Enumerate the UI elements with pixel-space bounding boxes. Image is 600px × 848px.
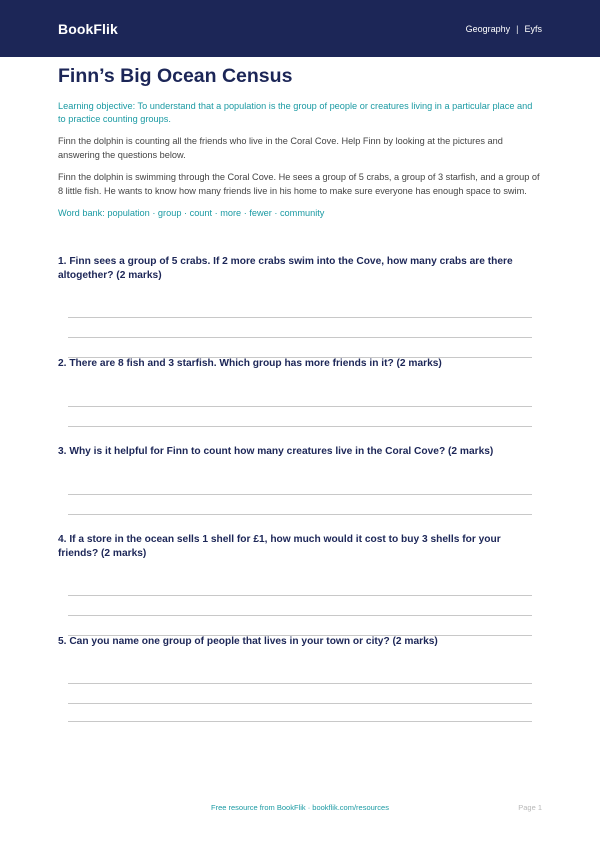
answer-line[interactable] <box>68 317 532 318</box>
footer-link[interactable]: Free resource from BookFlik · bookflik.com/resources <box>211 803 389 812</box>
page-title: Finn’s Big Ocean Census <box>58 65 293 87</box>
level-label: Eyfs <box>524 23 542 34</box>
question-5 <box>58 635 542 649</box>
question-text: 4. If a store in the ocean sells 1 shell for £1, how much would it cost to buy 3 shells for your friends? (2 marks) <box>58 534 501 559</box>
word-bank: Word bank: population · group · count · more · fewer · community <box>58 208 325 218</box>
question-1 <box>58 255 542 283</box>
answer-line[interactable] <box>68 337 532 338</box>
question-2 <box>58 357 542 371</box>
question-text: 3. Why is it helpful for Finn to count how many creatures live in the Coral Cove? (2 marks) <box>58 446 494 457</box>
question-3 <box>58 445 542 459</box>
answer-line[interactable] <box>68 494 532 495</box>
page-number: Page 1 <box>518 803 542 812</box>
story-paragraph: Finn the dolphin is swimming through the Coral Cove. He sees a group of 5 crabs, a group of 3 starfish, and a group of 8 little fish. He wants to know how many friends live in his home to make sure everyone has enough space to swim. <box>58 172 540 196</box>
answer-line[interactable] <box>68 595 532 596</box>
answer-line[interactable] <box>68 426 532 427</box>
answer-line[interactable] <box>68 514 532 515</box>
question-text: 1. Finn sees a group of 5 crabs. If 2 more crabs swim into the Cove, how many crabs are there altogether? (2 marks) <box>58 256 513 281</box>
question-text: 5. Can you name one group of people that lives in your town or city? (2 marks) <box>58 636 438 647</box>
question-text: 2. There are 8 fish and 3 starfish. Which group has more friends in it? (2 marks) <box>58 358 442 369</box>
subject-label: Geography <box>465 23 511 34</box>
page-header <box>0 0 600 57</box>
answer-line[interactable] <box>68 721 532 722</box>
header-meta <box>466 24 542 34</box>
intro-section <box>58 64 542 218</box>
answer-line[interactable] <box>68 406 532 407</box>
answer-line[interactable] <box>68 703 532 704</box>
meta-separator: | <box>516 23 519 34</box>
learning-objective: Learning objective: To understand that a population is the group of people or creatures living in a particular place and to practice counting groups. <box>58 101 533 124</box>
answer-line[interactable] <box>68 683 532 684</box>
brand-logo: BookFlik <box>58 20 118 37</box>
question-4 <box>58 533 542 561</box>
answer-line[interactable] <box>68 615 532 616</box>
intro-paragraph: Finn the dolphin is counting all the friends who live in the Coral Cove. Help Finn by looking at the pictures and answering the questions below. <box>58 136 503 160</box>
